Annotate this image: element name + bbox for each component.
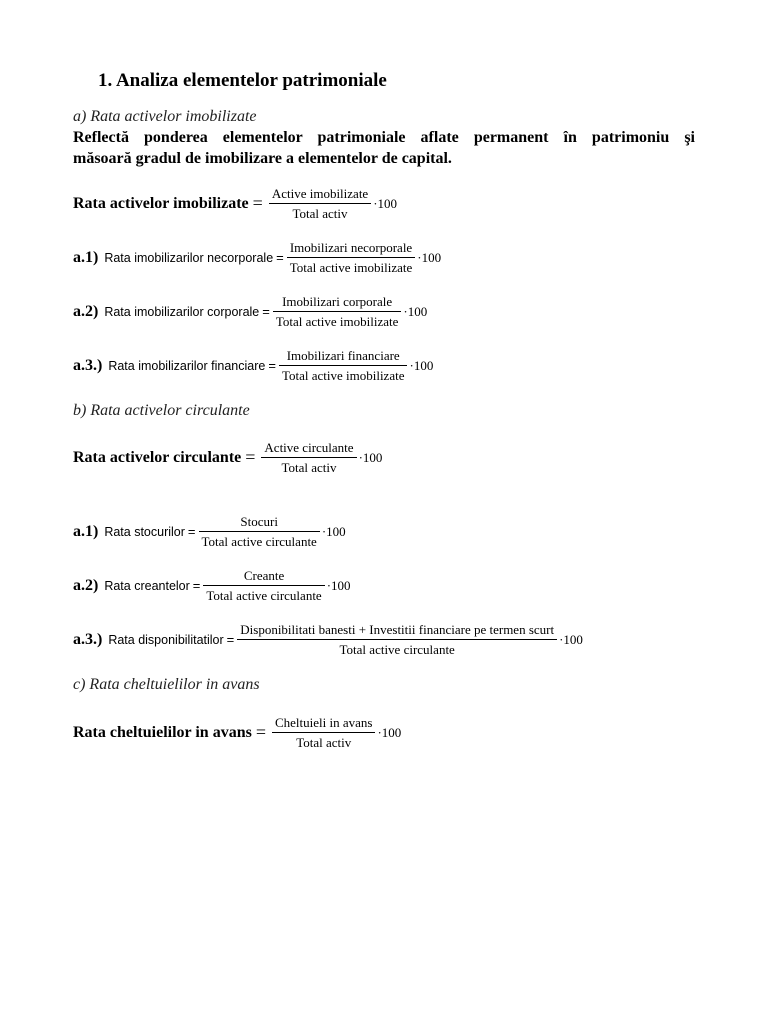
equals-sign: = [245, 447, 256, 467]
formula-number: a.1) [73, 248, 99, 266]
formula-lhs: Rata creantelor [104, 578, 190, 593]
multiplier: ·100 [373, 195, 398, 211]
formula-lhs: Rata cheltuielilor in avans [73, 723, 252, 741]
equals-sign: = [255, 722, 266, 742]
multiplier: ·100 [409, 357, 434, 373]
denominator: Total active circulante [237, 639, 557, 657]
section-b-label: b) Rata activelor circulante [73, 402, 250, 419]
equals-sign: = [187, 524, 196, 539]
formula-number: a.2) [73, 302, 99, 320]
numerator: Stocuri [240, 514, 278, 529]
formula-lhs: Rata disponibilitatilor [108, 632, 224, 647]
document-title: 1. Analiza elementelor patrimoniale [98, 70, 387, 91]
fraction [269, 186, 371, 221]
equals-sign: = [276, 250, 284, 265]
formula-b1 [73, 514, 346, 549]
formula-lhs: Rata imobilizarilor financiare [108, 358, 266, 373]
numerator: Imobilizari financiare [286, 348, 400, 363]
formula-active-imobilizate [73, 186, 397, 221]
denominator: Total active circulante [203, 585, 324, 603]
equals-sign: = [252, 193, 263, 213]
formula-lhs: Rata stocurilor [104, 524, 185, 539]
numerator: Imobilizari necorporale [289, 240, 413, 255]
multiplier: ·100 [377, 724, 402, 740]
denominator: Total activ [269, 203, 371, 221]
denominator: Total active circulante [199, 531, 320, 549]
denominator: Total activ [272, 732, 375, 750]
multiplier: ·100 [403, 303, 428, 319]
formula-active-circulante [73, 440, 382, 475]
numerator: Active circulante [264, 440, 354, 455]
equals-sign: = [226, 632, 235, 647]
denominator: Total active imobilizate [273, 311, 402, 329]
section-a-description [73, 127, 695, 169]
numerator: Creante [243, 568, 285, 583]
formula-number: a.3.) [73, 356, 103, 374]
section-a-label: a) Rata activelor imobilizate [73, 108, 257, 125]
formula-lhs: Rata activelor circulante [73, 448, 242, 466]
formula-number: a.3.) [73, 630, 103, 648]
fraction [199, 514, 320, 549]
multiplier: ·100 [417, 249, 442, 265]
numerator: Cheltuieli in avans [274, 715, 373, 730]
fraction [279, 348, 408, 383]
formula-number: a.2) [73, 576, 99, 594]
description-line-1: Reflectă ponderea elementelor patrimoniale aflate permanent în patrimoniu şi [73, 129, 695, 146]
denominator: Total active imobilizate [279, 365, 408, 383]
fraction [261, 440, 356, 475]
denominator: Total activ [261, 457, 356, 475]
numerator: Active imobilizate [271, 186, 369, 201]
formula-b3 [73, 622, 583, 657]
formula-number: a.1) [73, 522, 99, 540]
multiplier: ·100 [321, 523, 346, 539]
fraction [272, 715, 375, 750]
equals-sign: = [192, 578, 201, 593]
formula-a3 [73, 348, 433, 383]
multiplier: ·100 [559, 631, 583, 647]
fraction [287, 240, 416, 275]
numerator: Disponibilitati banesti + Investitii financiare pe termen scurt [240, 622, 555, 637]
equals-sign: = [268, 358, 276, 373]
section-c-label: c) Rata cheltuielilor in avans [73, 676, 260, 693]
formula-lhs: Rata activelor imobilizate [73, 194, 249, 212]
multiplier: ·100 [358, 449, 383, 465]
equals-sign: = [262, 304, 270, 319]
numerator: Imobilizari corporale [282, 294, 393, 309]
formula-lhs: Rata imobilizarilor necorporale [104, 250, 274, 265]
formula-lhs: Rata imobilizarilor corporale [104, 304, 260, 319]
denominator: Total active imobilizate [287, 257, 416, 275]
fraction [237, 622, 557, 657]
formula-a2 [73, 294, 427, 329]
fraction [203, 568, 324, 603]
multiplier: ·100 [326, 577, 351, 593]
description-line-2: măsoară gradul de imobilizare a elementelor de capital. [73, 150, 452, 167]
formula-cheltuieli-avans [73, 715, 401, 750]
formula-a1 [73, 240, 441, 275]
fraction [273, 294, 402, 329]
formula-b2 [73, 568, 351, 603]
